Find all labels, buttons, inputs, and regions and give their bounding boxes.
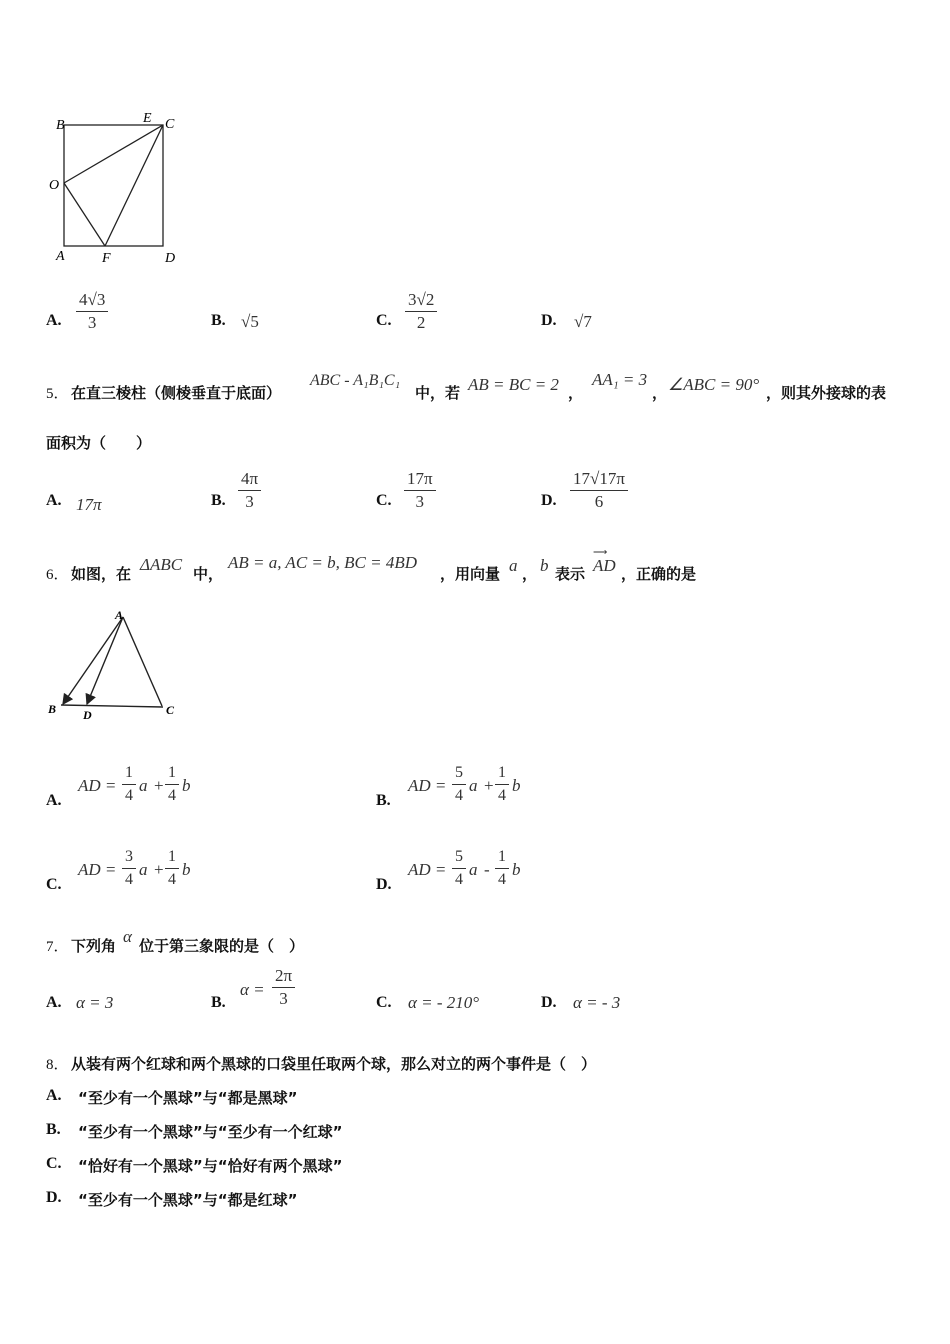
q5-c-numerator: 17π: [404, 469, 436, 491]
q5-b-numerator: 4π: [238, 469, 261, 491]
q5-text-1: 在直三棱柱（侧棱垂直于底面）: [71, 384, 282, 402]
q6-a-lhs: AD =: [78, 776, 117, 795]
segment-of: [64, 183, 105, 246]
q4-a-denominator: 3: [87, 313, 97, 332]
q6-b-vec2: b: [512, 776, 521, 795]
q7-text-1: 下列角: [71, 937, 117, 955]
q5-option-a-label[interactable]: A.: [46, 492, 62, 509]
segment-fe: [105, 125, 163, 246]
q5-option-d-label[interactable]: D.: [541, 492, 557, 509]
q4-option-b-label[interactable]: B.: [211, 312, 226, 329]
q5-comma-2: ，: [652, 384, 668, 402]
q5-b-denominator: 3: [245, 492, 254, 511]
q6-b-vec1: a: [469, 776, 478, 795]
q6-c-vec2: b: [182, 860, 191, 879]
q5-text-4: 面积为（ ）: [46, 434, 152, 452]
q5-d-denominator: 6: [594, 492, 604, 511]
label-e: E: [143, 111, 152, 126]
q6-d-vec2: b: [512, 860, 521, 879]
q6-number: 6．: [46, 567, 69, 583]
q4-option-b-value[interactable]: √5: [241, 312, 259, 331]
segment-oe: [64, 125, 163, 183]
q6-text-3: ，用向量: [440, 565, 501, 583]
q6-option-b-label[interactable]: B.: [376, 792, 391, 809]
q6-option-a-value[interactable]: [76, 762, 216, 812]
q4-option-d-value[interactable]: √7: [574, 312, 592, 331]
label-b: B: [56, 118, 65, 133]
q7-option-a-value[interactable]: α = 3: [76, 993, 114, 1012]
q7-option-a-label[interactable]: A.: [46, 994, 62, 1011]
q4-option-a-label[interactable]: A.: [46, 312, 62, 329]
q7-b-fraction: $\frac{2\pi}{3}$: [272, 966, 295, 1010]
triangle-abc-figure: [44, 606, 184, 724]
q6-a-coef2: $\frac{1}{4}$: [165, 763, 179, 807]
q7-option-c-value[interactable]: α = - 210°: [408, 993, 480, 1012]
q5-option-b-value[interactable]: [238, 469, 261, 513]
q8-option-d-text[interactable]: “至少有一个黑球”与“都是红球”: [78, 1191, 298, 1209]
label-f: F: [102, 251, 111, 266]
label-b: B: [48, 702, 57, 716]
q6-d-lhs: AD =: [408, 860, 447, 879]
q5-text-2: 中，若: [415, 384, 461, 402]
q5-number: 5．: [46, 386, 69, 402]
q6-text-2: 中，: [193, 565, 224, 583]
q8-number: 8．: [46, 1057, 69, 1073]
square-triangle-figure: [44, 104, 194, 270]
q5-condition-1: AB = BC = 2: [468, 375, 559, 394]
q6-option-c-label[interactable]: C.: [46, 876, 62, 893]
q4-option-a-value[interactable]: [76, 290, 108, 334]
q6-vector-ad-arrow: ⟶: [593, 547, 607, 558]
q6-option-c-value[interactable]: [76, 846, 216, 896]
q4-option-c-label[interactable]: C.: [376, 312, 392, 329]
q8-option-c-text[interactable]: “恰好有一个黑球”与“恰好有两个黑球”: [78, 1157, 343, 1175]
q6-c-op: +: [154, 860, 164, 879]
q8-text: 从装有两个红球和两个黑球的口袋里任取两个球，那么对立的两个事件是（ ）: [71, 1055, 597, 1073]
q8-option-d-label[interactable]: D.: [46, 1189, 62, 1206]
q6-d-coef1: $\frac{5}{4}$: [452, 847, 466, 891]
q6-d-op: -: [484, 860, 490, 879]
q8-option-b-label[interactable]: B.: [46, 1121, 61, 1138]
q5-prism: ABC - A₁B₁C₁: [310, 372, 401, 389]
label-o: O: [49, 178, 60, 193]
q4-a-numerator: 4√3: [76, 290, 108, 312]
q6-a-op: +: [154, 776, 164, 795]
q5-option-b-label[interactable]: B.: [211, 492, 226, 509]
q7-option-b-label[interactable]: B.: [211, 994, 226, 1011]
q5-option-c-value[interactable]: [404, 469, 436, 513]
q7-number: 7．: [46, 939, 69, 955]
q4-c-numerator: 3√2: [405, 290, 437, 312]
q7-b-lhs: α =: [240, 980, 265, 999]
q6-vector-b: b: [540, 556, 549, 575]
q5-condition-3: ∠ABC = 90°: [668, 375, 760, 394]
q7-option-b-value[interactable]: [240, 966, 320, 1016]
q8-option-a-text[interactable]: “至少有一个黑球”与“都是黑球”: [78, 1089, 298, 1107]
q6-b-coef1: $\frac{5}{4}$: [452, 763, 466, 807]
q5-condition-2: AA₁ = 3: [592, 370, 648, 389]
segment-ac: [123, 617, 162, 706]
q5-text-3: ，则其外接球的表: [766, 384, 887, 402]
q6-text-5: ，正确的是: [621, 565, 697, 583]
q6-a-coef1: $\frac{1}{4}$: [122, 763, 136, 807]
q6-c-vec1: a: [139, 860, 148, 879]
label-d: D: [165, 251, 176, 266]
label-c: C: [166, 703, 175, 717]
q5-option-a-value[interactable]: 17π: [76, 495, 102, 514]
q7-option-d-label[interactable]: D.: [541, 994, 557, 1011]
q6-a-vec1: a: [139, 776, 148, 795]
q6-option-d-label[interactable]: D.: [376, 876, 392, 893]
q6-option-a-label[interactable]: A.: [46, 792, 62, 809]
q8-option-c-label[interactable]: C.: [46, 1155, 62, 1172]
q6-triangle: ΔABC: [140, 555, 183, 574]
q8-option-b-text[interactable]: “至少有一个黑球”与“至少有一个红球”: [78, 1123, 343, 1141]
q6-c-coef1: $\frac{3}{4}$: [122, 847, 136, 891]
label-d: D: [83, 708, 92, 722]
q4-option-d-label[interactable]: D.: [541, 312, 557, 329]
q5-option-d-value[interactable]: [570, 469, 628, 513]
q6-b-lhs: AD =: [408, 776, 447, 795]
label-a: A: [115, 608, 124, 622]
q5-c-denominator: 3: [415, 492, 425, 511]
q6-text-4: 表示: [555, 565, 586, 583]
q6-b-coef2: $\frac{1}{4}$: [495, 763, 509, 807]
q7-option-c-label[interactable]: C.: [376, 994, 392, 1011]
q6-d-coef2: $\frac{1}{4}$: [495, 847, 509, 891]
q5-d-numerator: 17√17π: [570, 469, 628, 491]
q6-option-d-value[interactable]: [406, 846, 546, 896]
q6-c-lhs: AD =: [78, 860, 117, 879]
label-a: A: [56, 249, 65, 264]
q7-option-d-value[interactable]: α = - 3: [573, 993, 621, 1012]
q6-b-op: +: [484, 776, 494, 795]
q6-vector-a: a: [509, 556, 518, 575]
q6-a-vec2: b: [182, 776, 191, 795]
q6-text-1: 如图，在: [71, 565, 132, 583]
q6-comma: ，: [522, 565, 538, 583]
q6-d-vec1: a: [469, 860, 478, 879]
q6-vector-ad: ⟶ AD: [593, 547, 616, 575]
q4-c-denominator: 2: [416, 313, 426, 332]
q7-alpha: α: [123, 927, 132, 946]
q6-c-coef2: $\frac{1}{4}$: [165, 847, 179, 891]
q5-comma-1: ，: [568, 384, 584, 402]
q7-text-2: 位于第三象限的是（ ）: [139, 937, 305, 955]
q8-option-a-label[interactable]: A.: [46, 1087, 62, 1104]
q4-option-c-value[interactable]: [405, 290, 437, 334]
q6-condition: AB = a, AC = b, BC = 4BD: [228, 553, 417, 572]
q6-option-b-value[interactable]: [406, 762, 546, 812]
q5-option-c-label[interactable]: C.: [376, 492, 392, 509]
segment-bc: [61, 705, 163, 707]
label-c: C: [165, 117, 175, 132]
